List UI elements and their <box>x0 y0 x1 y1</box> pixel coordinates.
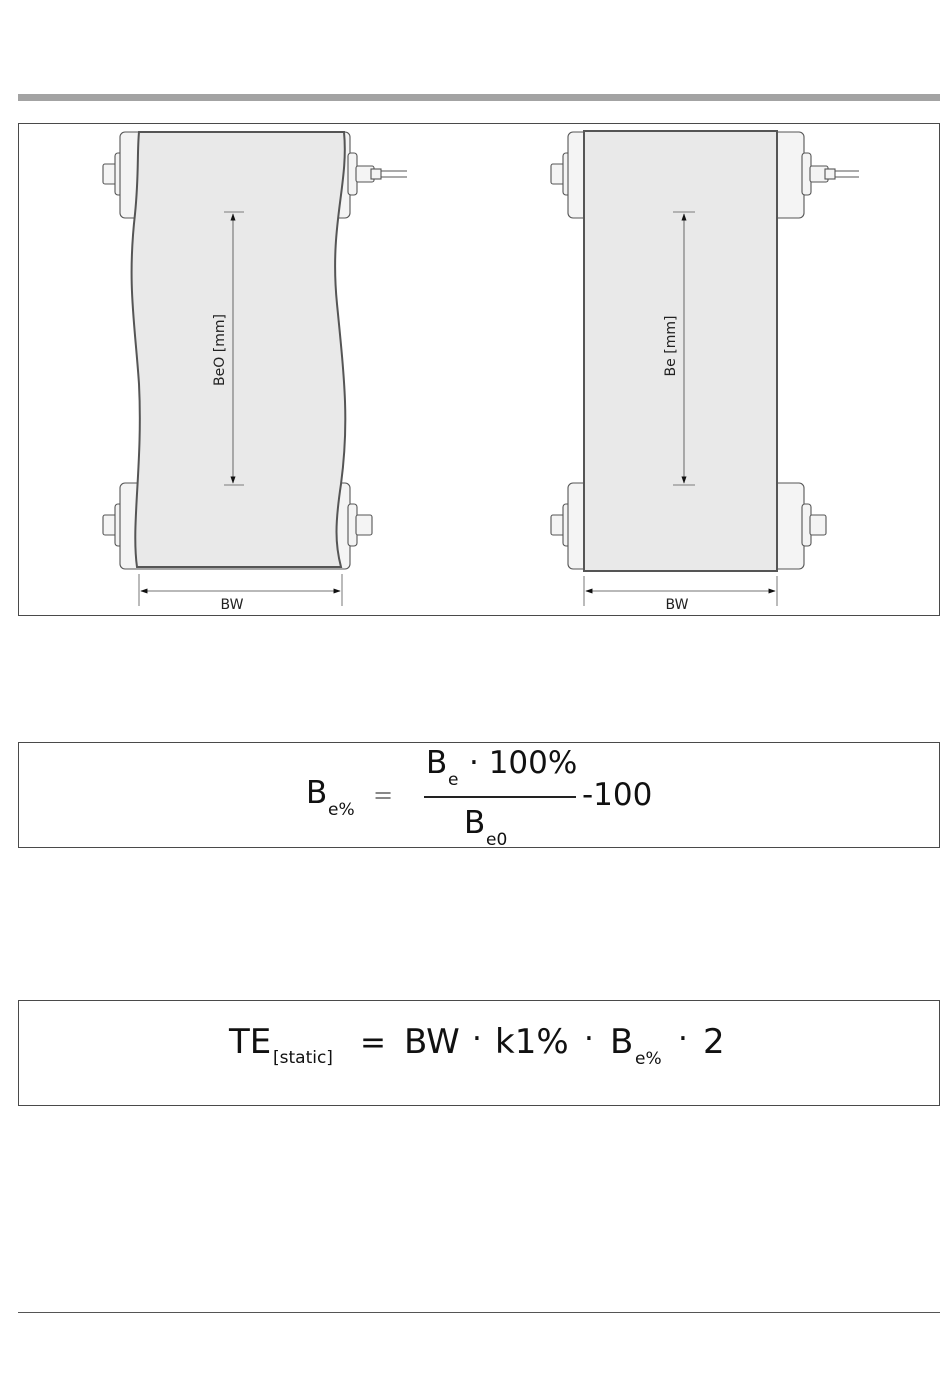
tension-formula-box <box>18 1000 940 1106</box>
term-k1: k1% <box>495 1022 569 1062</box>
denominator-symbol: B <box>464 805 486 841</box>
term-two: 2 <box>703 1022 725 1062</box>
dot-3: · <box>678 1021 688 1057</box>
numerator-subscript: e <box>448 770 459 790</box>
numerator-symbol: B <box>426 745 448 781</box>
right-width-label: BW <box>665 597 689 613</box>
left-width-label: BW <box>220 597 244 613</box>
left-belt-drawing <box>103 132 407 606</box>
equals-sign: = <box>373 781 394 809</box>
right-height-label: Be [mm] <box>663 315 679 377</box>
footer-rule <box>18 1312 940 1313</box>
dot-2: · <box>584 1021 594 1057</box>
term-be-subscript: e% <box>635 1049 662 1069</box>
lhs-subscript: e% <box>328 800 355 820</box>
left-belt-relaxed <box>132 132 346 567</box>
left-height-label: BeO [mm] <box>212 314 228 386</box>
fraction-bar <box>424 796 576 798</box>
right-belt-drawing <box>551 131 859 606</box>
dot-1: · <box>472 1021 482 1057</box>
numerator-rest: · 100% <box>469 745 578 781</box>
formula-tail: -100 <box>582 777 653 813</box>
elongation-formula-box <box>18 742 940 848</box>
header-rule <box>18 94 940 101</box>
denominator-subscript: e0 <box>486 830 508 848</box>
te-symbol: TE <box>229 1022 272 1062</box>
belt-stretch-figure <box>18 123 940 616</box>
right-belt-tensioned <box>584 131 777 571</box>
term-bw: BW <box>404 1022 460 1062</box>
equals-sign: = <box>360 1025 386 1061</box>
term-be-symbol: B <box>610 1022 634 1062</box>
lhs-symbol: B <box>306 775 328 811</box>
te-subscript: [static] <box>273 1048 333 1068</box>
